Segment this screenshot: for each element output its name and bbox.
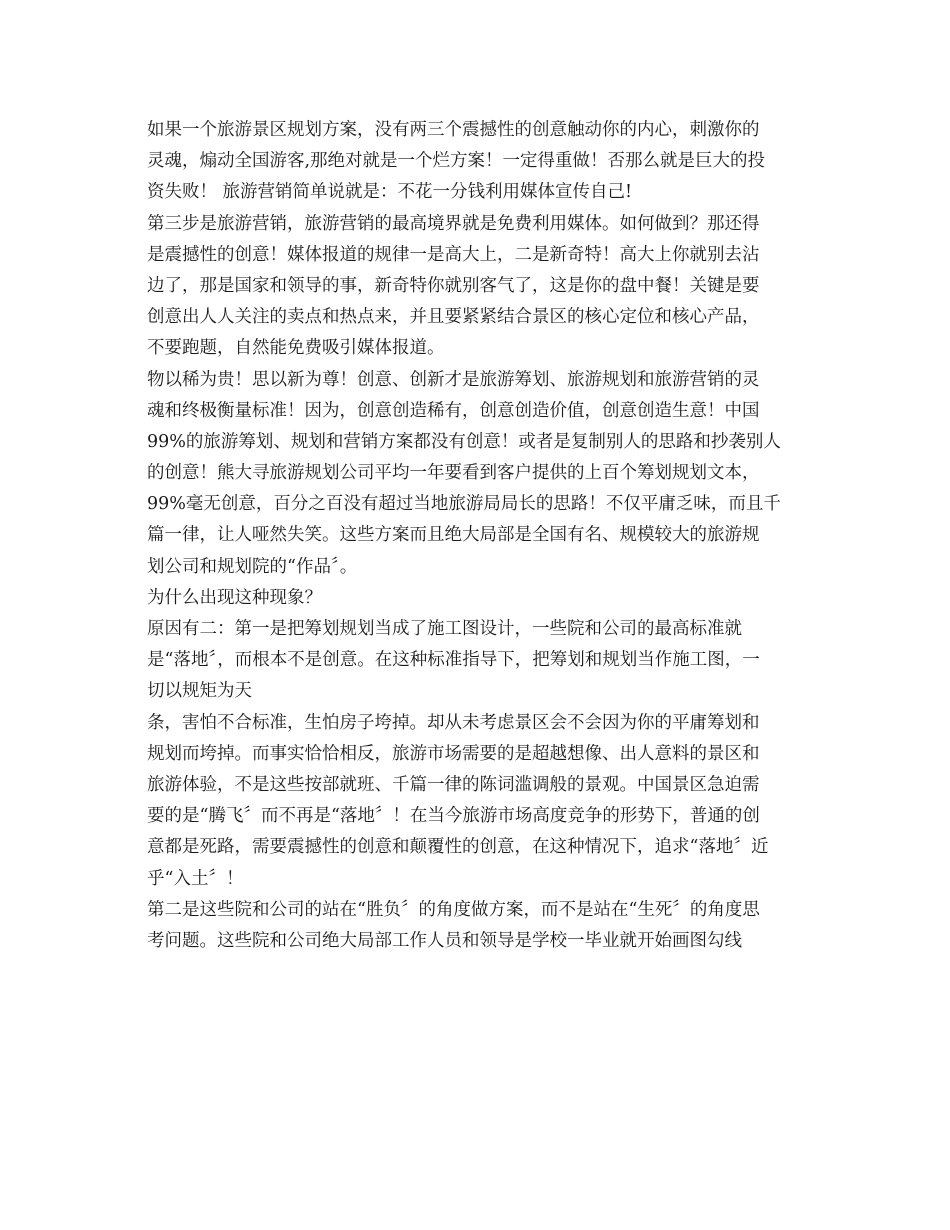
text-line: 要的是“腾飞〞而不再是“落地〞！在当今旅游市场高度竞争的形势下，普通的创 [147, 806, 760, 827]
text-line: 是震撼性的创意！媒体报道的规律一是高大上，二是新奇特！高大上你就别去沾 [147, 244, 760, 265]
text-line: 99%的旅游筹划、规划和营销方案都没有创意！或者是复制别人的思路和抄袭别人 [147, 431, 781, 452]
text-line: 考问题。这些院和公司绝大局部工作人员和领导是学校一毕业就开始画图勾线 [147, 930, 742, 951]
text-line: 创意出人人关注的卖点和热点来，并且要紧紧结合景区的核心定位和核心产品， [147, 307, 760, 328]
body-text [147, 115, 812, 957]
text-line: 切以规矩为天 [147, 681, 252, 702]
text-line: 条，害怕不合标准，生怕房子垮掉。却从未考虑景区会不会因为你的平庸筹划和 [147, 712, 760, 733]
text-line: 原因有二：第一是把筹划规划当成了施工图设计，一些院和公司的最高标准就 [147, 619, 742, 639]
text-line: 旅游体验，不是这些按部就班、千篇一律的陈词滥调般的景观。中国景区急迫需 [147, 774, 760, 795]
text-line: 灵魂，煽动全国游客,那绝对就是一个烂方案！一定得重做！否那么就是巨大的投 [147, 151, 766, 172]
text-line: 魂和终极衡量标准！因为，创意创造稀有，创意创造价值，创意创造生意！中国 [147, 400, 760, 421]
text-line: 乎“入土〞！ [147, 868, 244, 889]
text-line: 资失败！ 旅游营销简单说就是：不花一分钱利用媒体宣传自己! [147, 182, 633, 203]
text-line: 第二是这些院和公司的站在“胜负〞的角度做方案，而不是站在“生死〞的角度思 [147, 899, 760, 920]
text-line: 如果一个旅游景区规划方案，没有两三个震撼性的创意触动你的内心，刺激你的 [147, 120, 760, 140]
text-line: 划公司和规划院的“作品〞。 [147, 556, 358, 577]
text-line: 规划而垮掉。而事实恰恰相反，旅游市场需要的是超越想像、出人意料的景区和 [147, 743, 760, 764]
text-line: 为什么出现这种现象？ [147, 587, 322, 608]
text-line: 不要跑题，自然能免费吸引媒体报道。 [147, 338, 445, 359]
text-line: 是“落地〞，而根本不是创意。在这种标准指导下，把筹划和规划当作施工图，一 [147, 650, 760, 671]
text-line: 第三步是旅游营销，旅游营销的最高境界就是免费利用媒体。如何做到？那还得 [147, 213, 760, 234]
text-line: 物以稀为贵！思以新为尊！创意、创新才是旅游筹划、旅游规划和旅游营销的灵 [147, 369, 760, 390]
text-line: 边了，那是国家和领导的事，新奇特你就别客气了，这是你的盘中餐！关键是要 [147, 275, 760, 296]
text-line: 99%毫无创意，百分之百没有超过当地旅游局局长的思路！不仅平庸乏味，而且千 [147, 494, 781, 515]
text-line: 的创意！熊大寻旅游规划公司平均一年要看到客户提供的上百个筹划规划文本， [147, 463, 760, 484]
text-line: 意都是死路，需要震撼性的创意和颠覆性的创意，在这种情况下，追求“落地〞近 [147, 837, 769, 858]
text-line: 篇一律，让人哑然失笑。这些方案而且绝大局部是全国有名、规模较大的旅游规 [147, 525, 760, 546]
